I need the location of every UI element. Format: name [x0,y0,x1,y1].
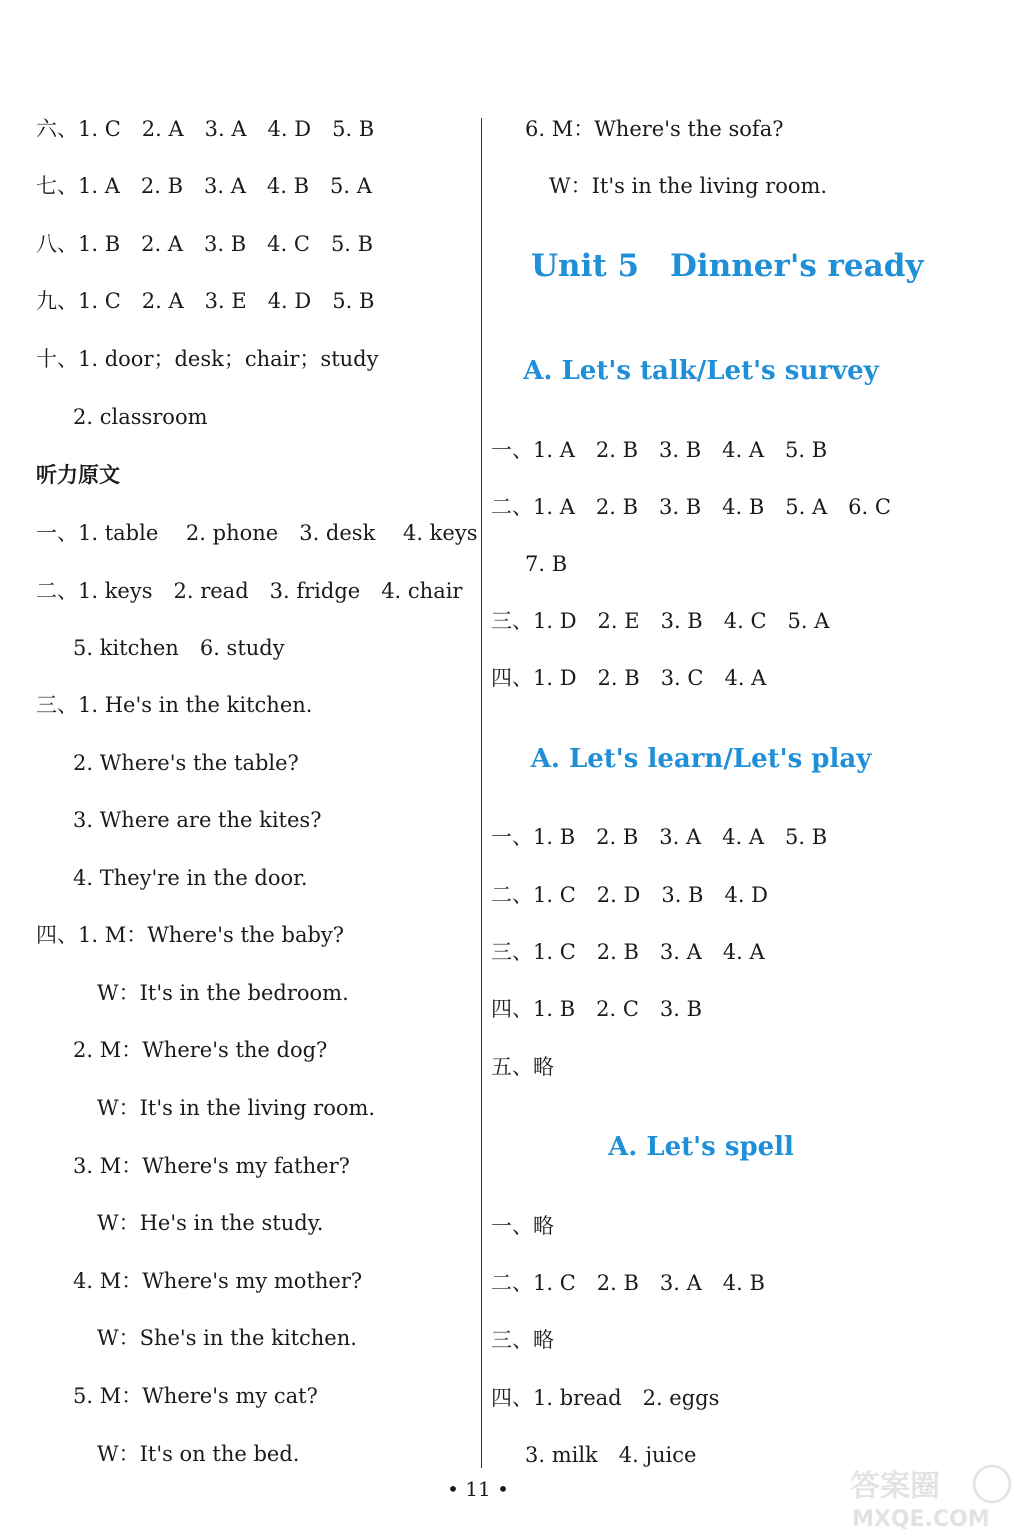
answer-line: 一、略 [491,1214,554,1238]
answer-line: 7. B [525,552,568,576]
answer-line: 3. Where are the kites? [73,808,322,832]
answer-line: 4. They're in the door. [73,866,308,890]
svg-text:MXQE.COM: MXQE.COM [852,1507,990,1532]
section-title: A. Let's talk/Let's survey [523,356,879,386]
answer-line: 4. M：Where's my mother? [73,1269,363,1293]
svg-text:答案圈: 答案圈 [850,1469,940,1504]
answer-line: W：It's in the living room. [549,174,828,198]
answer-line: 2. M：Where's the dog? [73,1038,328,1062]
answer-line: 五、略 [491,1055,554,1079]
unit-title: Unit 5 Dinner's ready [531,248,924,284]
answer-line: 2. Where's the table? [73,751,299,775]
answer-line: 四、1. M：Where's the baby? [36,923,345,947]
answer-line: 八、1. B 2. A 3. B 4. C 5. B [36,232,374,256]
answer-line: 六、1. C 2. A 3. A 4. D 5. B [36,117,375,141]
answer-line: 二、1. C 2. D 3. B 4. D [491,883,769,907]
answer-line: 九、1. C 2. A 3. E 4. D 5. B [36,289,375,313]
answer-line: 2. classroom [73,405,208,429]
answer-line: 四、1. bread 2. eggs [491,1386,720,1410]
answer-line: 七、1. A 2. B 3. A 4. B 5. A [36,174,372,198]
answer-line: 三、1. He's in the kitchen. [36,693,313,717]
answer-line: 四、1. D 2. B 3. C 4. A [491,666,767,690]
watermark-logo-icon [842,1462,1018,1532]
section-title: A. Let's spell [608,1132,794,1162]
answer-line: 一、1. table 2. phone 3. desk 4. keys [36,521,478,545]
answer-line: 6. M：Where's the sofa? [525,117,784,141]
answer-line: W：It's on the bed. [97,1442,300,1466]
answer-line: 一、1. A 2. B 3. B 4. A 5. B [491,438,828,462]
answer-line: 十、1. door；desk；chair；study [36,347,379,371]
answer-line: 三、略 [491,1328,554,1352]
answer-line: 一、1. B 2. B 3. A 4. A 5. B [491,825,828,849]
answer-line: W：It's in the living room. [97,1096,376,1120]
answer-line: 二、1. C 2. B 3. A 4. B [491,1271,765,1295]
answer-line: 二、1. A 2. B 3. B 4. B 5. A 6. C [491,495,891,519]
page-number: • 11 • [447,1477,509,1501]
answer-line: 5. M：Where's my cat? [73,1384,318,1408]
answer-line: W：She's in the kitchen. [97,1326,357,1350]
column-divider [481,118,482,1468]
answer-line: 三、1. C 2. B 3. A 4. A [491,940,765,964]
answer-line: 三、1. D 2. E 3. B 4. C 5. A [491,609,830,633]
answer-line: 5. kitchen 6. study [73,636,285,660]
section-title: A. Let's learn/Let's play [530,744,872,774]
answer-line: W：It's in the bedroom. [97,981,349,1005]
answer-line: 四、1. B 2. C 3. B [491,997,703,1021]
answer-line: 3. milk 4. juice [525,1443,697,1467]
answer-line: 3. M：Where's my father? [73,1154,350,1178]
section-heading: 听力原文 [36,463,120,487]
answer-line: 二、1. keys 2. read 3. fridge 4. chair [36,579,463,603]
answer-line: W：He's in the study. [97,1211,324,1235]
